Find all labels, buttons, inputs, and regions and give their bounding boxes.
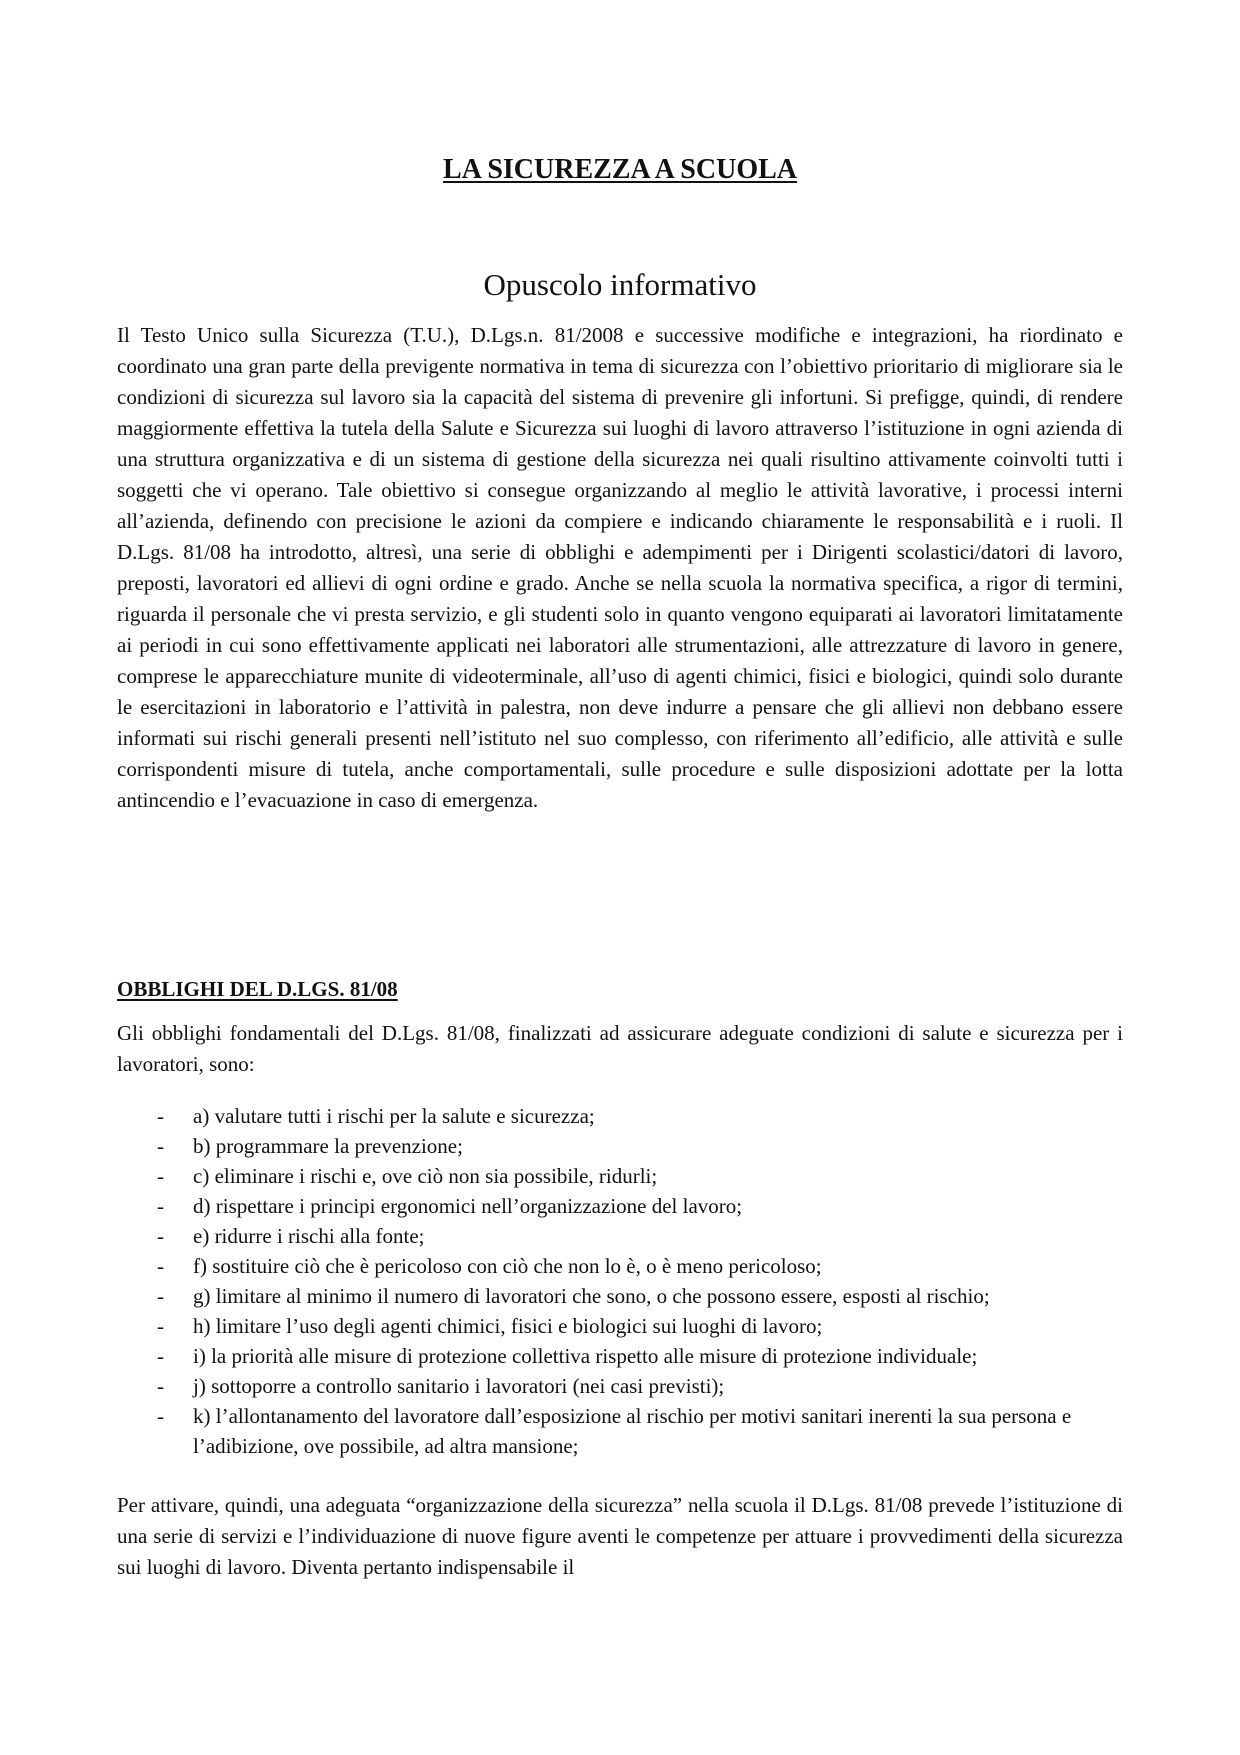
list-marker: - [157,1254,164,1278]
list-marker: - [157,1224,164,1248]
list-item [117,1221,1123,1251]
list-item [117,1131,1123,1161]
obligations-list [117,1101,1123,1461]
list-item [117,1251,1123,1281]
list-marker: - [157,1404,164,1428]
list-item-text: c) eliminare i rischi e, ove ciò non sia possibile, ridurli; [193,1164,658,1188]
list-marker: - [157,1194,164,1218]
list-item [117,1101,1123,1131]
list-item-text: j) sottoporre a controllo sanitario i lavoratori (nei casi previsti); [193,1374,725,1398]
intro-paragraph: Il Testo Unico sulla Sicurezza (T.U.), D.Lgs.n. 81/2008 e successive modifiche e integrazioni, ha riordinato e coordinato una gran parte della previgente normativa in tema di sicurezza con l’obiettivo prioritario di migliorare sia le condizioni di sicurezza sul lavoro sia la capacità del sistema di prevenire gli infortuni. Si prefigge, quindi, di rendere maggiormente effettiva la tutela della Salute e Sicurezza sui luoghi di lavoro attraverso l’istituzione in ogni azienda di una struttura organizzativa e di un sistema di gestione della sicurezza nei quali risultino attivamente coinvolti tutti i soggetti che vi operano. Tale obiettivo si consegue organizzando al meglio le attività lavorative, i processi interni all’azienda, definendo con precisione le azioni da compiere e indicando chiaramente le responsabilità e i ruoli. Il D.Lgs. 81/08 ha introdotto, altresì, una serie di obblighi e adempimenti per i Dirigenti scolastici/datori di lavoro, preposti, lavoratori ed allievi di ogni ordine e grado. Anche se nella scuola la normativa specifica, a rigor di termini, riguarda il personale che vi presta servizio, e gli studenti solo in quanto vengono equiparati ai lavoratori limitatamente ai periodi in cui sono effettivamente applicati nei laboratori alle strumentazioni, alle attrezzature di lavoro in genere, comprese le apparecchiature munite di videoterminale, all’uso di agenti chimici, fisici e biologici, quindi solo durante le esercitazioni in laboratorio e l’attività in palestra, non deve indurre a pensare che gli allievi non debbano essere informati sui rischi generali presenti nell’istituto nel suo complesso, con riferimento all’edificio, alle attività e sulle corrispondenti misure di tutela, anche comportamentali, sulle procedure e sulle disposizioni adottate per la lotta antincendio e l’evacuazione in caso di emergenza. [117,323,1123,812]
section-heading: OBBLIGHI DEL D.LGS. 81/08 [117,977,398,1001]
list-item-text: b) programmare la prevenzione; [193,1134,463,1158]
list-marker: - [157,1284,164,1308]
list-item-text: f) sostituire ciò che è pericoloso con ciò che non lo è, o è meno pericoloso; [193,1254,822,1278]
document-subtitle: Opuscolo informativo [483,267,757,302]
obligations-intro-paragraph: Gli obblighi fondamentali del D.Lgs. 81/08, finalizzati ad assicurare adeguate condizioni di salute e sicurezza per i lavoratori, sono: [117,1021,1123,1076]
list-item-text: d) rispettare i principi ergonomici nell’organizzazione del lavoro; [193,1194,743,1218]
list-item-text: i) la priorità alle misure di protezione collettiva rispetto alle misure di protezione individuale; [193,1344,978,1368]
list-marker: - [157,1314,164,1338]
list-marker: - [157,1134,164,1158]
list-marker: - [157,1164,164,1188]
list-marker: - [157,1344,164,1368]
list-marker: - [157,1374,164,1398]
list-item [117,1341,1123,1371]
list-item-text: a) valutare tutti i rischi per la salute e sicurezza; [193,1104,595,1128]
list-item-text: k) l’allontanamento del lavoratore dall’esposizione al rischio per motivi sanitari inerenti la sua persona e l’adibizione, ove possibile, ad altra mansione; [193,1404,1072,1458]
list-item [117,1371,1123,1401]
document-title: LA SICUREZZA A SCUOLA [442,154,797,185]
list-item-text: h) limitare l’uso degli agenti chimici, fisici e biologici sui luoghi di lavoro; [193,1314,823,1338]
list-item-text: g) limitare al minimo il numero di lavoratori che sono, o che possono essere, esposti al rischio; [193,1284,990,1308]
list-item [117,1401,1123,1461]
list-item [117,1191,1123,1221]
list-item [117,1311,1123,1341]
closing-paragraph: Per attivare, quindi, una adeguata “organizzazione della sicurezza” nella scuola il D.Lgs. 81/08 prevede l’istituzione di una serie di servizi e l’individuazione di nuove figure aventi le competenze per attuare i provvedimenti della sicurezza sui luoghi di lavoro. Diventa pertanto indispensabile il [117,1493,1123,1579]
list-item [117,1281,1123,1311]
list-item [117,1161,1123,1191]
list-item-text: e) ridurre i rischi alla fonte; [193,1224,425,1248]
list-marker: - [157,1104,164,1128]
